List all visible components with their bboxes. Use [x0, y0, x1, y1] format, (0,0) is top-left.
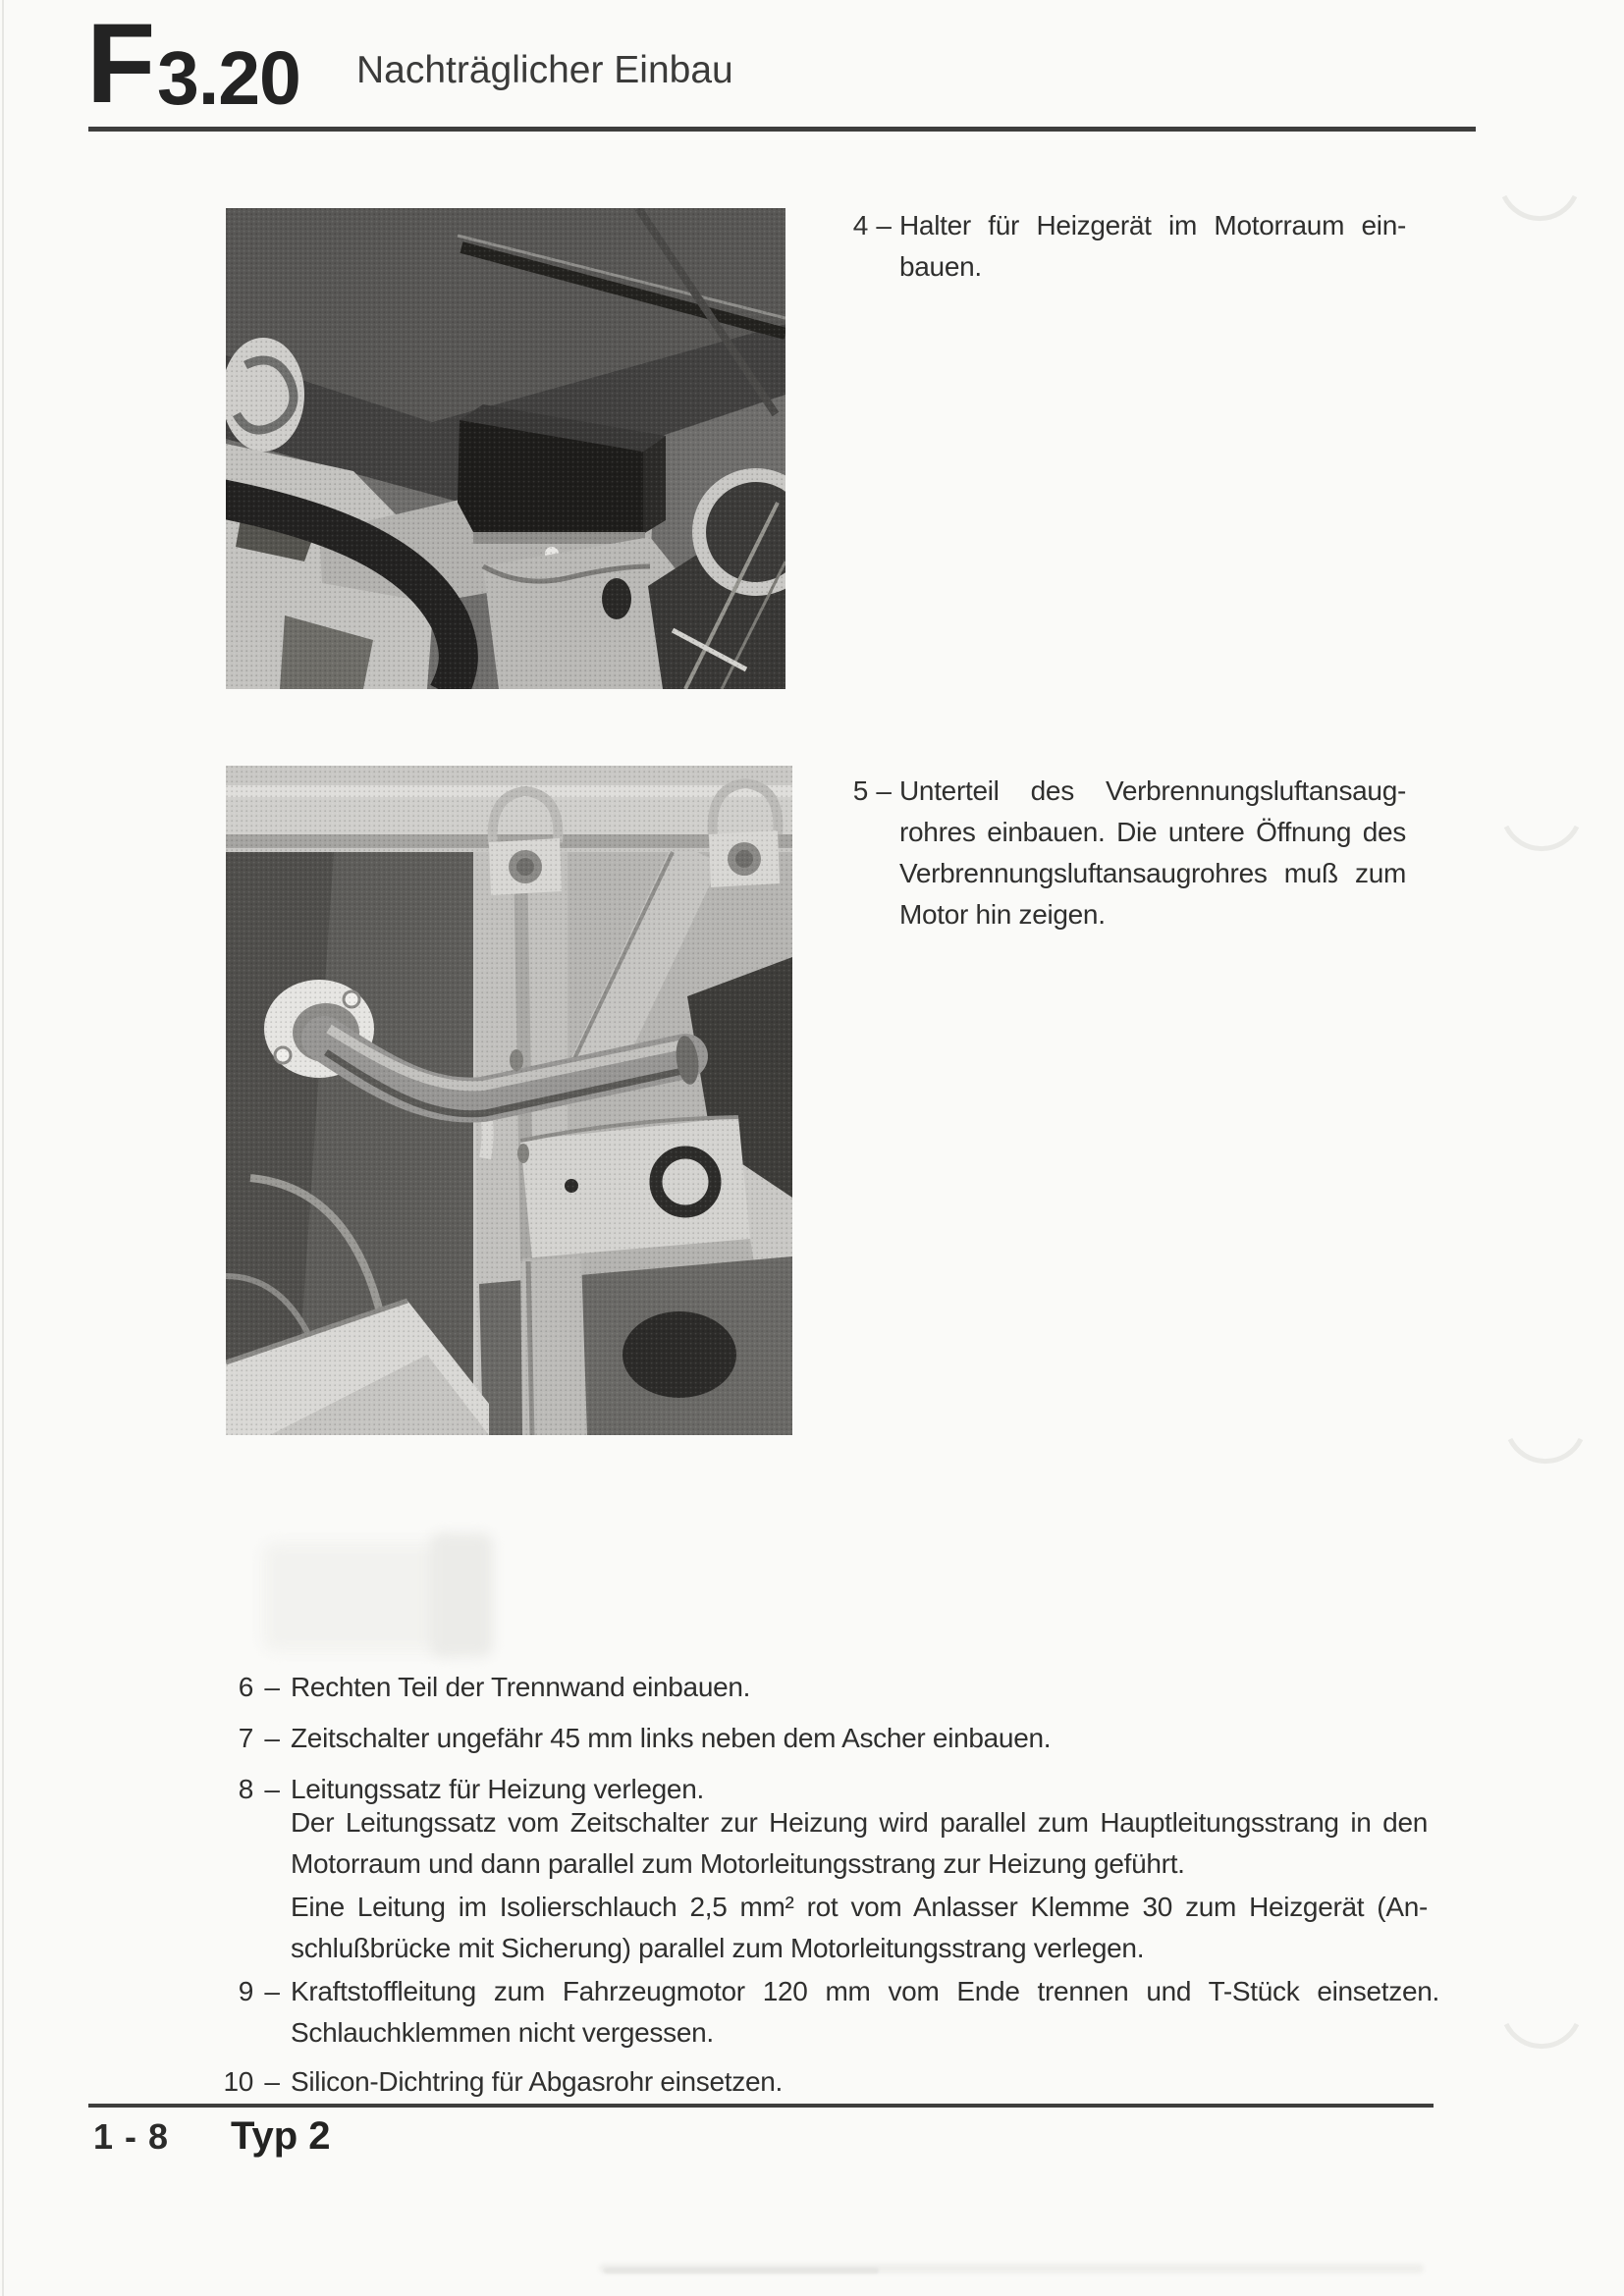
- item-text: [899, 205, 1406, 288]
- model-label: Typ 2: [231, 2114, 331, 2158]
- item-text-line: Leitungssatz für Heizung verlegen.: [291, 1774, 704, 1804]
- item-dash: –: [876, 775, 892, 806]
- item-text-line: rohres einbauen. Die untere Öffnung des: [899, 817, 1406, 847]
- item-dash: –: [264, 1976, 280, 2006]
- instruction-item-6: [177, 1667, 1439, 1708]
- instruction-item-5: [846, 771, 1406, 935]
- page-number: 1 - 8: [93, 2116, 170, 2157]
- instruction-item-10: [177, 2061, 1439, 2103]
- photo-intake-pipe: [226, 766, 792, 1435]
- binder-ring-mark: [1502, 823, 1581, 862]
- item-dash: –: [264, 2066, 280, 2097]
- instruction-item-8-paragraph-1: [291, 1802, 1428, 1885]
- item-number: 10: [223, 2066, 253, 2097]
- item-number: 8: [238, 1774, 253, 1804]
- header-rule: [88, 127, 1476, 132]
- item-number: 7: [238, 1723, 253, 1753]
- binder-ring-mark: [1500, 192, 1579, 232]
- paragraph-line: Der Leitungssatz vom Zeitschalter zur Heizung wird parallel zum Hauptleitungsstrang in den: [291, 1807, 1428, 1838]
- item-text-line: Schlauchklemmen nicht vergessen.: [291, 2017, 714, 2048]
- paragraph-line: Eine Leitung im Isolierschlauch 2,5 mm² rot vom Anlasser Klemme 30 zum Heizgerät (An-: [291, 1892, 1428, 1922]
- paragraph-line: schlußbrücke mit Sicherung) parallel zum Motorleitungsstrang verlegen.: [291, 1933, 1145, 1963]
- photo-intake-pipe-graphic: [226, 766, 792, 1435]
- item-text-line: bauen.: [899, 251, 982, 282]
- item-text-line: Unterteil des Verbrennungsluftansaug-: [899, 775, 1406, 806]
- binder-ring-mark: [1502, 2020, 1581, 2059]
- item-text-line: Motor hin zeigen.: [899, 899, 1106, 930]
- binder-ring-mark: [1506, 1435, 1585, 1474]
- item-number: 9: [238, 1976, 253, 2006]
- item-text-line: Kraftstoffleitung zum Fahrzeugmotor 120 mm vom Ende trennen und T-Stück einsetzen.: [291, 1976, 1439, 2006]
- item-text-line: Silicon-Dichtring für Abgasrohr einsetzen.: [291, 2066, 783, 2097]
- item-dash: –: [264, 1723, 280, 1753]
- paragraph-line: Motorraum und dann parallel zum Motorleitungsstrang zur Heizung geführt.: [291, 1848, 1185, 1879]
- item-number: 4: [852, 210, 868, 240]
- item-text-line: Verbrennungsluftansaugrohres muß zum: [899, 858, 1406, 888]
- instruction-item-9: [177, 1971, 1439, 2054]
- instruction-item-4: [846, 205, 1406, 288]
- scan-smudge: [604, 2268, 879, 2273]
- section-number: 3.20: [157, 36, 300, 121]
- item-dash: –: [876, 210, 892, 240]
- instruction-item-8-paragraph-2: [291, 1887, 1428, 1969]
- instruction-item-7: [177, 1718, 1439, 1759]
- item-text-line: Zeitschalter ungefähr 45 mm links neben dem Ascher einbauen.: [291, 1723, 1052, 1753]
- section-letter: F: [86, 1, 154, 127]
- scan-edge-shadow: [2, 0, 4, 2296]
- item-number: 5: [852, 775, 868, 806]
- page-title: Nachträglicher Einbau: [356, 49, 733, 91]
- scan-smudge: [430, 1533, 493, 1657]
- item-dash: –: [264, 1672, 280, 1702]
- photo-heater-bracket-graphic: [226, 208, 785, 689]
- item-number: 6: [238, 1672, 253, 1702]
- item-text-line: Halter für Heizgerät im Motorraum ein-: [899, 210, 1406, 240]
- item-text: [899, 771, 1406, 935]
- item-dash: –: [264, 1774, 280, 1804]
- footer-rule: [88, 2104, 1434, 2108]
- photo-heater-bracket: [226, 208, 785, 689]
- item-text-line: Rechten Teil der Trennwand einbauen.: [291, 1672, 751, 1702]
